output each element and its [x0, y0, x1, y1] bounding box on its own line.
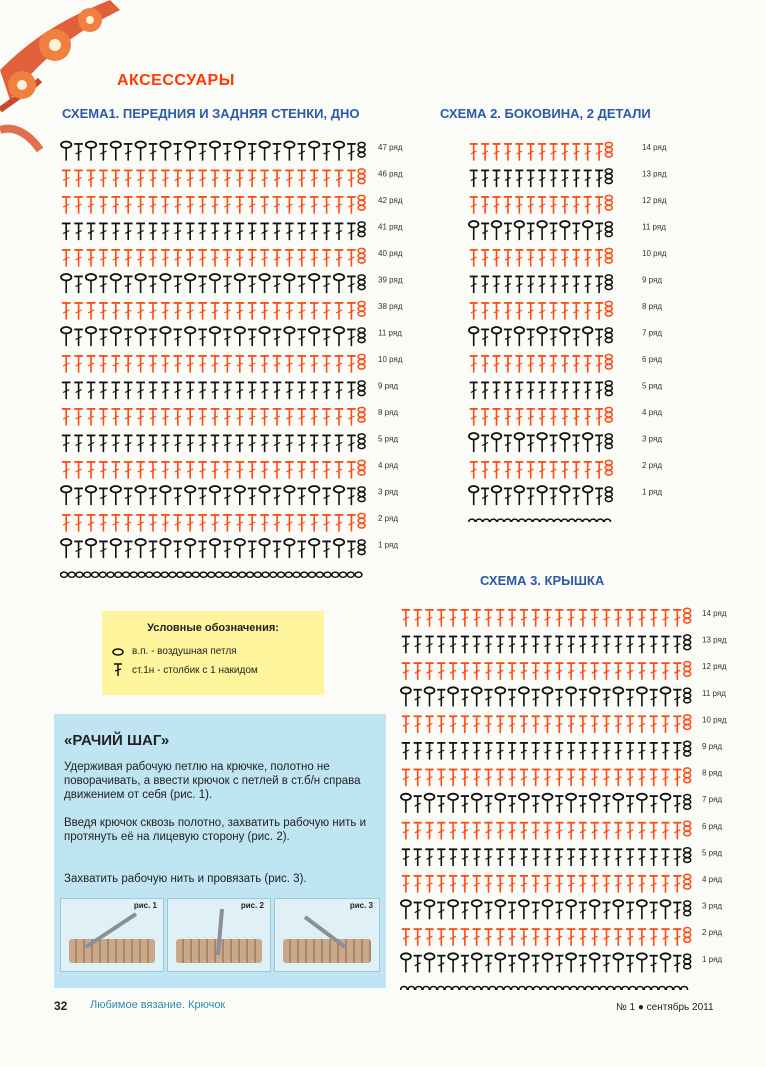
scheme2-chart [466, 136, 686, 522]
scheme1-row-label: 47 ряд [378, 143, 403, 153]
tip-box [54, 714, 386, 988]
scheme2-row-label: 8 ряд [642, 302, 663, 312]
scheme3-title: СХЕМА 3. КРЫШКА [480, 573, 605, 588]
scheme2-row [470, 275, 613, 293]
scheme2-row [470, 195, 613, 213]
scheme1-row [62, 248, 365, 266]
scheme1-row-label: 41 ряд [378, 222, 403, 232]
scheme2-svg [466, 136, 686, 522]
scheme2-row [469, 327, 612, 346]
scheme1-row-label: 42 ряд [378, 196, 403, 206]
scheme1-row-label: 3 ряд [378, 487, 399, 497]
scheme1-row [62, 460, 365, 478]
scheme1-row-label: 4 ряд [378, 461, 399, 471]
scheme3-row-label: 2 ряд [702, 928, 723, 938]
scheme1-row-label: 5 ряд [378, 434, 399, 444]
scheme1-row [62, 169, 365, 187]
scheme3-row-label: 3 ряд [702, 901, 723, 911]
scheme3-row [402, 848, 691, 866]
scheme3-row [402, 768, 691, 786]
double-crochet-icon [112, 663, 124, 677]
scheme3-row [402, 715, 691, 733]
scheme3-row [402, 821, 691, 839]
scheme3-row-label: 4 ряд [702, 875, 723, 885]
scheme2-row-label: 7 ряд [642, 328, 663, 338]
scheme3-row-label: 7 ряд [702, 795, 723, 805]
scheme2-row-label: 1 ряд [642, 487, 663, 497]
figure-2-caption: рис. 2 [240, 901, 264, 910]
legend-dc [112, 663, 324, 677]
scheme2-row [470, 301, 613, 319]
scheme1-row [61, 486, 365, 505]
scheme2-row [470, 381, 613, 399]
scheme3-row-label: 1 ряд [702, 954, 723, 964]
scheme2-row-label: 4 ряд [642, 408, 663, 418]
scheme3-chart [396, 602, 736, 990]
scheme2-row-label: 6 ряд [642, 355, 663, 365]
figure-3-caption: рис. 3 [349, 901, 373, 910]
figure-3 [274, 898, 380, 972]
crochet-hook-icon [81, 909, 141, 949]
scheme1-row [61, 274, 365, 293]
scheme3-row [402, 608, 691, 626]
scheme2-row-label: 3 ряд [642, 434, 663, 444]
scheme2-row [469, 221, 612, 240]
scheme1-row-label: 1 ряд [378, 540, 399, 550]
scheme2-row-label: 12 ряд [642, 196, 667, 206]
scheme2-row-label: 9 ряд [642, 275, 663, 285]
scheme1-row-label: 8 ряд [378, 408, 399, 418]
scheme3-row-label: 10 ряд [702, 715, 727, 725]
scheme1-row [62, 381, 365, 399]
scheme2-row [470, 142, 613, 160]
scheme3-row [401, 687, 691, 706]
scheme1-row-label: 39 ряд [378, 275, 403, 285]
scheme1-row-label: 9 ряд [378, 381, 399, 391]
figure-2 [167, 898, 271, 972]
scheme3-row [402, 661, 691, 679]
scheme3-row-label: 5 ряд [702, 848, 723, 858]
scheme1-row-label: 38 ряд [378, 302, 403, 312]
scheme2-row-label: 2 ряд [642, 461, 663, 471]
scheme3-row [401, 794, 691, 813]
scheme3-row-label: 9 ряд [702, 742, 723, 752]
legend-dc-text: ст.1н - столбик с 1 накидом [132, 664, 258, 676]
scheme1-row-label: 10 ряд [378, 355, 403, 365]
scheme3-svg [396, 602, 736, 990]
scheme1-row [62, 434, 365, 452]
scheme3-row-label: 11 ряд [702, 688, 726, 698]
scheme1-row [62, 407, 365, 425]
scheme1-row [62, 222, 365, 240]
scheme3-row [401, 900, 691, 919]
scheme2-row-label: 14 ряд [642, 143, 667, 153]
scheme2-row [470, 169, 613, 187]
scheme1-row-label: 46 ряд [378, 169, 403, 179]
scheme2-row-label: 10 ряд [642, 249, 667, 259]
legend-title: Условные обозначения: [147, 622, 279, 634]
scheme2-row-label: 5 ряд [642, 381, 663, 391]
scheme1-row [61, 539, 365, 558]
scheme1-row-label: 40 ряд [378, 249, 403, 259]
legend-box [102, 611, 324, 695]
scheme3-row-label: 6 ряд [702, 821, 723, 831]
scheme1-row [62, 354, 365, 372]
scheme2-row [469, 486, 612, 505]
scheme3-row [402, 927, 691, 945]
crochet-hook-icon [295, 907, 355, 957]
magazine-name: Любимое вязание. Крючок [90, 999, 226, 1011]
scheme1-row-label: 2 ряд [378, 514, 399, 524]
scheme2-row-label: 13 ряд [642, 169, 667, 179]
legend-chain [112, 646, 324, 657]
scheme3-row [402, 635, 691, 653]
scheme1-row [62, 513, 365, 531]
scheme1-chart [58, 136, 408, 598]
scheme1-row [61, 142, 365, 161]
figure-1-caption: рис. 1 [133, 901, 157, 910]
scheme2-row [470, 407, 613, 425]
scheme2-row [470, 248, 613, 266]
scheme2-row [470, 460, 613, 478]
scheme3-row [402, 741, 691, 759]
scheme2-row [469, 433, 612, 452]
scheme1-row [61, 327, 365, 346]
legend-chain-text: в.п. - воздушная петля [132, 646, 237, 657]
scheme3-row-label: 12 ряд [702, 662, 727, 672]
section-title: АКСЕССУАРЫ [117, 72, 235, 89]
scheme3-row [402, 874, 691, 892]
page-number: 32 [54, 999, 68, 1013]
tip-paragraph-3: Захватить рабочую нить и провязать (рис. 3). [64, 873, 307, 885]
scheme3-row-label: 13 ряд [702, 635, 727, 645]
tip-title: «РАЧИЙ ШАГ» [64, 732, 170, 749]
tip-paragraph-2: Введя крючок сквозь полотно, захватить рабочую нить и протянуть её на лицевую сторону (рис. 2). [64, 817, 367, 843]
scheme1-row-label: 11 ряд [378, 328, 402, 338]
scheme1-title: СХЕМА1. ПЕРЕДНИЯ И ЗАДНЯЯ СТЕНКИ, ДНО [62, 106, 360, 121]
scheme3-row [401, 953, 691, 972]
scheme3-row-label: 14 ряд [702, 609, 727, 619]
scheme2-row [470, 354, 613, 372]
scheme3-row-label: 8 ряд [702, 768, 723, 778]
scheme1-svg [58, 136, 408, 598]
issue-info: № 1 ● сентябрь 2011 [616, 1002, 714, 1013]
scheme1-row [62, 195, 365, 213]
chain-stitch-icon [112, 648, 124, 656]
figure-1 [60, 898, 164, 972]
tip-paragraph-1: Удерживая рабочую петлю на крючке, полотно не поворачивать, а ввести крючок с петлей в ст.б/н справа движением от себя (рис. 1). [64, 761, 361, 801]
scheme2-row-label: 11 ряд [642, 222, 666, 232]
scheme1-row [62, 301, 365, 319]
scheme2-title: СХЕМА 2. БОКОВИНА, 2 ДЕТАЛИ [440, 106, 651, 121]
crochet-hook-icon [188, 907, 248, 957]
